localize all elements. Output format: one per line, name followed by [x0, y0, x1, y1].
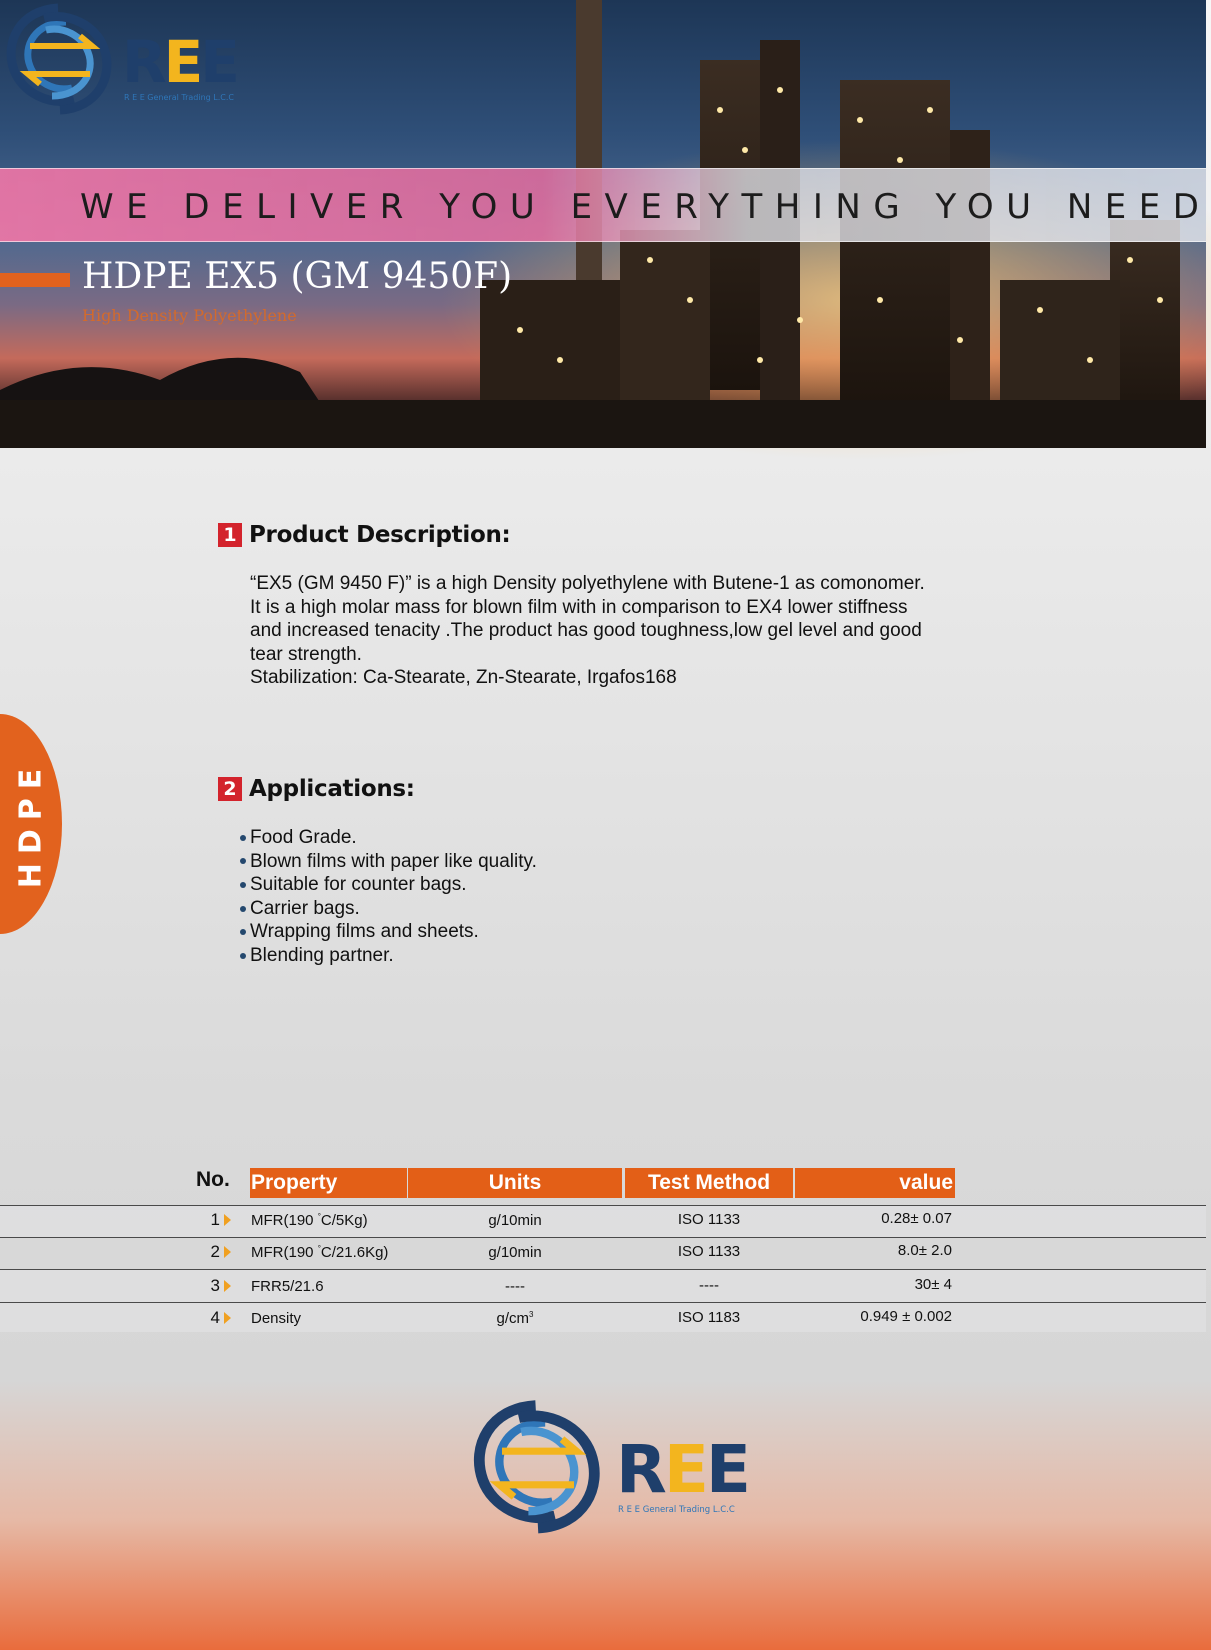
bullet-icon: [240, 906, 246, 912]
header-test-method: Test Method: [625, 1168, 793, 1198]
product-subtitle: High Density Polyethylene: [82, 306, 297, 325]
table-row: 1 MFR(190 °C/5Kg) g/10min ISO 1133 0.28± 0.07: [210, 1210, 952, 1229]
list-item: Suitable for counter bags.: [240, 873, 537, 897]
table-row: 4 Density $g/cm^3$ ISO 1183 0.949 ± 0.002: [210, 1308, 952, 1327]
category-side-tab: [0, 714, 62, 934]
row-arrow-icon: [224, 1246, 231, 1258]
row-divider: [0, 1269, 1206, 1270]
description-heading: [218, 522, 510, 548]
bullet-icon: [240, 858, 246, 864]
list-item: Blown films with paper like quality.: [240, 850, 537, 874]
header-property: Property: [250, 1168, 407, 1198]
svg-text:R E E General Trading L.C.C: R E E General Trading L.C.C: [124, 93, 234, 102]
description-line: “EX5 (GM 9450 F)” is a high Density polyethylene with Butene-1 as comonomer.: [250, 573, 925, 594]
row-divider: [0, 1302, 1206, 1303]
bullet-icon: [240, 953, 246, 959]
list-item: Wrapping films and sheets.: [240, 920, 537, 944]
list-item: Food Grade.: [240, 826, 537, 850]
row-arrow-icon: [224, 1280, 231, 1292]
accent-dash: [0, 273, 70, 287]
section-number-badge: 2: [218, 777, 242, 801]
ree-logo: [0, 0, 237, 120]
description-line: tear strength.: [250, 643, 362, 665]
product-title: HDPE EX5 (GM 9450F): [82, 256, 513, 297]
svg-text:REE: REE: [616, 1431, 749, 1508]
table-row: 3 FRR5/21.6 ---- ---- 30± 4: [210, 1276, 952, 1295]
description-line: and increased tenacity .The product has good toughness,low gel level and good: [250, 620, 922, 642]
header-units: Units: [408, 1168, 622, 1198]
swirl-icon: [11, 8, 107, 110]
category-label: HDPE: [13, 759, 49, 889]
section-title: Applications:: [249, 776, 415, 802]
header-banner: [0, 0, 1211, 448]
svg-text:REE: REE: [122, 28, 237, 96]
applications-list: [240, 826, 537, 968]
bullet-icon: [240, 882, 246, 888]
bullet-icon: [240, 835, 246, 841]
stabilization-line: Stabilization: Ca-Stearate, Zn-Stearate, Irgafos168: [250, 667, 677, 689]
tagline: WE DELIVER YOU EVERYTHING YOU NEED: [80, 187, 1211, 227]
tagline-band: [0, 168, 1211, 242]
applications-heading: [218, 776, 415, 802]
product-description: [250, 572, 970, 690]
header-no: No.: [196, 1168, 230, 1191]
ree-logo-footer: [466, 1394, 749, 1538]
swirl-icon: [479, 1406, 594, 1528]
header-value: value: [795, 1168, 955, 1198]
section-title: Product Description:: [249, 522, 511, 548]
bullet-icon: [240, 929, 246, 935]
table-row: 2 MFR(190 °C/21.6Kg) g/10min ISO 1133 8.0± 2.0: [210, 1242, 952, 1261]
description-line: It is a high molar mass for blown film with in comparison to EX4 lower stiffness: [250, 596, 908, 618]
section-number-badge: 1: [218, 523, 242, 547]
list-item: Blending partner.: [240, 944, 537, 968]
row-arrow-icon: [224, 1214, 231, 1226]
svg-text:R E E General Trading L.C.C: R E E General Trading L.C.C: [618, 1505, 735, 1515]
row-arrow-icon: [224, 1312, 231, 1324]
list-item: Carrier bags.: [240, 897, 537, 921]
